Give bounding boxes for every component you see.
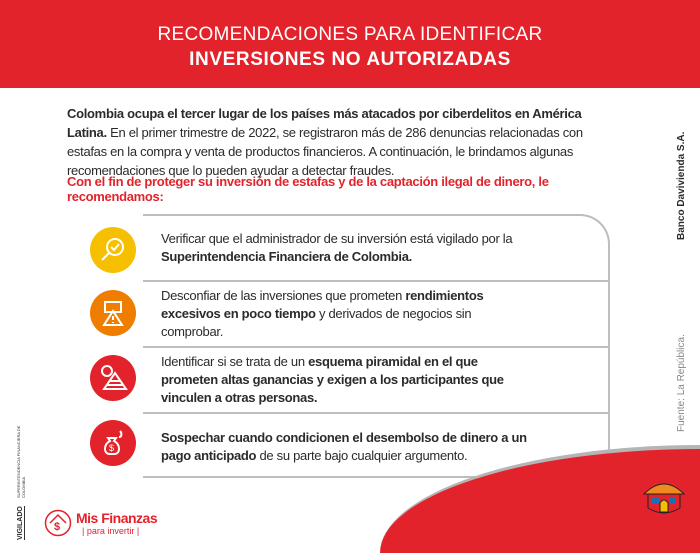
lead-text: Con el fin de proteger su inversión de estafas y de la captación ilegal de dinero, le recomendamos:	[67, 174, 549, 204]
item-text: Identificar si se trata de un	[161, 354, 309, 369]
bank-label: Banco Davivienda S.A.	[676, 131, 687, 240]
recommendations-list	[143, 214, 610, 478]
item-text: Verificar que el administrador de su inversión está vigilado por la	[161, 231, 513, 246]
intro-paragraph	[67, 104, 622, 180]
list-item	[143, 282, 608, 348]
item-bold: esquema piramidal en el que prometen altas ganancias y exigen a los participantes que vinculen a otras personas.	[161, 354, 504, 405]
money-bag-hook-icon	[90, 420, 136, 466]
header-banner	[0, 0, 700, 88]
superintendencia-label: SUPERINTENDENCIA FINANCIERA DE COLOMBIA	[16, 425, 26, 498]
mis-finanzas-logo: $ Mis Finanzas | para invertir |	[44, 509, 157, 537]
intro-bold: Colombia ocupa el tercer lugar de los países más atacados por ciberdelitos en América Latina.	[67, 106, 582, 140]
vigilado-label: VIGILADO	[17, 506, 24, 540]
magnifier-check-icon	[90, 227, 136, 273]
piggy-dollar-icon	[44, 509, 72, 537]
item-text: y derivados de negocios sin comprobar.	[161, 306, 472, 339]
source-label: Fuente: La República.	[676, 334, 687, 432]
title-line-1: RECOMENDACIONES PARA IDENTIFICAR	[157, 24, 543, 45]
davivienda-house-icon	[640, 472, 688, 520]
item-text: Desconfiar de las inversiones que prometen	[161, 288, 406, 303]
item-bold: Sospechar cuando condicionen el desembolso de dinero a un pago anticipado	[161, 430, 527, 463]
item-bold: Superintendencia Financiera de Colombia.	[161, 249, 412, 264]
intro-text: En el primer trimestre de 2022, se registraron más de 286 denuncias relacionadas con estafas en la compra y venta de productos financieros. A continuación, le brindamos algunas recomendaciones que lo pueden ayudar a detectar fraudes.	[67, 125, 583, 178]
warning-money-icon	[90, 290, 136, 336]
list-item	[143, 348, 608, 414]
logo-subtitle: para invertir	[86, 525, 135, 536]
title-line-2: INVERSIONES NO AUTORIZADAS	[189, 49, 511, 70]
item-bold: rendimientos excesivos en poco tiempo	[161, 288, 484, 321]
list-item	[143, 216, 608, 282]
svg-text:$: $	[109, 443, 115, 453]
logo-title: Mis Finanzas	[76, 509, 158, 526]
svg-text:$: $	[54, 521, 61, 533]
pyramid-icon	[90, 355, 136, 401]
item-text: de su parte bajo cualquier argumento.	[256, 448, 468, 463]
